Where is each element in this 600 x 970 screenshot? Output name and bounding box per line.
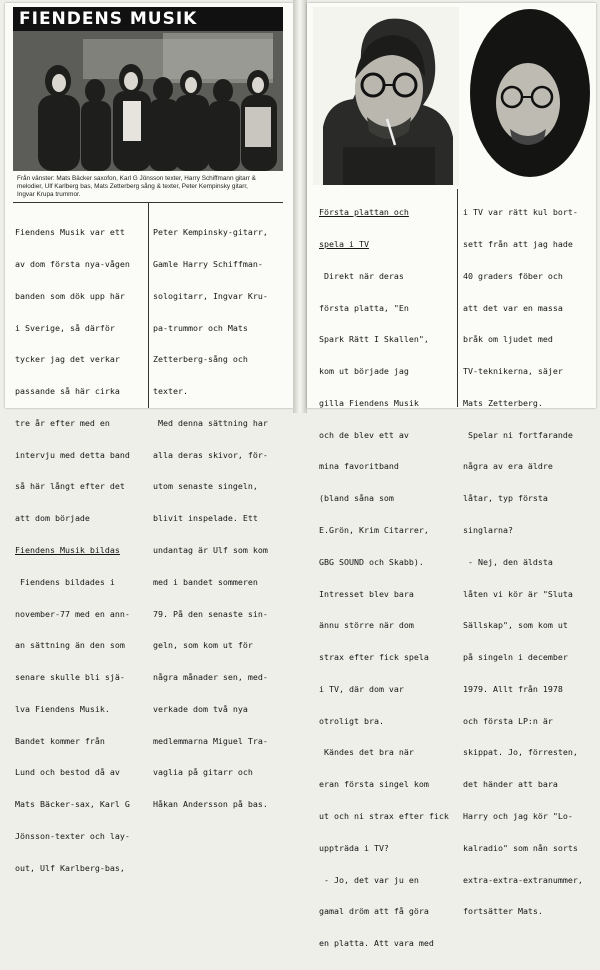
caption-line: melodier, Ulf Karlberg bas, Mats Zetterberg sång & texter, Peter Kempinsky gitarr, xyxy=(17,183,248,191)
portrait-right-image xyxy=(462,11,592,181)
text-line: Spelar ni fortfarande xyxy=(463,429,573,440)
text-line: att det var en massa xyxy=(463,302,563,313)
text-line: eran första singel kom xyxy=(319,779,429,790)
right-column-one xyxy=(319,186,449,970)
portrait-photo-right xyxy=(462,11,592,181)
text-line: senare skulle bli sjä- xyxy=(15,672,125,683)
text-line: tycker jag det verkar xyxy=(15,354,120,365)
text-line: Håkan Andersson på bas. xyxy=(153,799,268,810)
text-line: av dom första nya-vågen xyxy=(15,258,130,269)
text-line: i Sverige, så därför xyxy=(15,322,115,333)
text-line: alla deras skivor, för- xyxy=(153,449,268,460)
text-line: Intresset blev bara xyxy=(319,588,414,599)
text-line: otroligt bra. xyxy=(319,715,384,726)
text-line: Lund och bestod då av xyxy=(15,767,120,778)
text-line: utom senaste singeln, xyxy=(153,481,258,492)
title-banner xyxy=(13,7,283,31)
text-line: - Nej, den äldsta xyxy=(463,556,553,567)
text-line: ut och ni strax efter fick xyxy=(319,811,449,822)
text-line: E.Grön, Krim Citarrer, xyxy=(319,525,429,535)
text-line: intervju med detta band xyxy=(15,449,130,460)
text-line: så här långt efter det xyxy=(15,481,125,492)
page-gutter xyxy=(293,0,307,413)
text-line: att dom började xyxy=(15,513,90,524)
text-line: uppträda i TV? xyxy=(319,842,389,853)
text-line: Jönsson-texter och lay- xyxy=(15,831,130,842)
text-line: vaglia på gitarr och xyxy=(153,767,253,778)
text-line: GBG SOUND och Skabb). xyxy=(319,556,424,567)
caption-line: Från vänster: Mats Bäcker saxofon, Karl G Jönsson texter, Harry Schiffmann gitarr & xyxy=(17,175,256,182)
text-line: mina favoritband xyxy=(319,461,399,472)
text-line: låten vi kör är "Sluta xyxy=(463,588,573,599)
text-line: första platta, "En xyxy=(319,302,409,313)
left-magazine-page xyxy=(5,3,293,873)
photo-caption xyxy=(17,175,287,199)
text-line: (bland såna som xyxy=(319,493,394,504)
text-line: Direkt när deras xyxy=(319,270,404,281)
right-column-two xyxy=(463,186,583,938)
text-line: Mats Bäcker-sax, Karl G xyxy=(15,799,130,810)
banner-title: FIENDENS MUSIK xyxy=(19,9,198,29)
text-line: Fiendens Musik var ett xyxy=(15,227,125,238)
text-line: Peter Kempinsky-gitarr, xyxy=(153,227,268,238)
text-line: Gamle Harry Schiffman- xyxy=(153,258,263,269)
text-line: med i bandet sommeren xyxy=(153,576,258,587)
text-line: pa-trummor och Mats xyxy=(153,322,248,333)
text-line: och första LP:n är xyxy=(463,715,553,726)
text-line: texter. xyxy=(153,386,188,397)
text-line: Sällskap", som kom ut xyxy=(463,620,568,631)
text-line: på singeln i december xyxy=(463,652,568,663)
text-line: kom ut började jag xyxy=(319,366,409,377)
text-line: 79. På den senaste sin- xyxy=(153,608,268,619)
text-line: Mats Zetterberg. xyxy=(463,397,543,408)
text-line: det händer att bara xyxy=(463,779,558,790)
caption-line: Ingvar Krupa trummor. xyxy=(17,191,81,199)
text-line: medlemmarna Miguel Tra- xyxy=(153,735,268,746)
text-line: och de blev ett av xyxy=(319,429,409,440)
text-line: Harry och jag kör "Lo- xyxy=(463,811,573,822)
text-line: singlarna? xyxy=(463,525,513,535)
text-line: ännu större när dom xyxy=(319,620,414,631)
text-line: lva Fiendens Musik. xyxy=(15,703,110,714)
text-line: 40 graders föber och xyxy=(463,270,563,281)
text-line: passande så här cirka xyxy=(15,386,120,397)
portrait-photo-left xyxy=(313,7,459,185)
text-line: låtar, typ första xyxy=(463,493,548,504)
text-line: - Jo, det var ju en xyxy=(319,874,419,885)
text-line: blivit inspelade. Ett xyxy=(153,513,258,524)
text-line: sologitarr, Ingvar Kru- xyxy=(153,290,268,301)
section-heading: Första plattan och xyxy=(319,207,409,218)
text-line: strax efter fick spela xyxy=(319,652,429,663)
text-line: out, Ulf Karlberg-bas, xyxy=(15,862,125,873)
text-line: gilla Fiendens Musik xyxy=(319,397,419,408)
text-line: Bandet kommer från xyxy=(15,735,105,746)
column-divider xyxy=(457,189,458,407)
left-column-intro xyxy=(15,206,130,895)
text-line: november-77 med en ann- xyxy=(15,608,130,619)
text-line: i TV, där dom var xyxy=(319,683,404,694)
text-line: kalradio" som nån sorts xyxy=(463,842,578,853)
text-line: en platta. Att vara med xyxy=(319,938,434,949)
text-line: i TV var rätt kul bort- xyxy=(463,207,578,218)
section-heading: Fiendens Musik bildas xyxy=(15,545,120,555)
text-line: gamal dröm att få göra xyxy=(319,906,429,917)
section-heading: spela i TV xyxy=(319,238,369,249)
text-line: banden som dök upp här xyxy=(15,290,125,301)
text-line: geln, som kom ut för xyxy=(153,640,253,651)
text-line: extra-extra-extranummer, xyxy=(463,874,583,885)
text-line: tre år efter med en xyxy=(15,417,110,428)
text-line: Kändes det bra när xyxy=(319,747,414,758)
text-line: Med denna sättning har xyxy=(153,417,268,428)
portrait-left-image xyxy=(313,7,459,185)
text-line: Zetterberg-sång och xyxy=(153,354,248,365)
column-divider xyxy=(148,203,149,408)
text-line: fortsätter Mats. xyxy=(463,906,543,917)
text-line: an sättning än den som xyxy=(15,640,125,651)
text-line: TV-teknikerna, säjer xyxy=(463,366,563,377)
text-line: några månader sen, med- xyxy=(153,672,268,683)
text-line: några av era äldre xyxy=(463,461,553,472)
text-line: Spark Rätt I Skallen", xyxy=(319,334,429,345)
text-line: skippat. Jo, förresten, xyxy=(463,747,578,758)
left-column-two xyxy=(153,206,268,831)
text-line: 1979. Allt från 1978 xyxy=(463,683,563,694)
band-photo-image xyxy=(13,31,283,171)
text-line: sett från att jag hade xyxy=(463,238,573,249)
right-magazine-page xyxy=(307,3,596,949)
text-line: verkade dom två nya xyxy=(153,703,248,714)
text-line: undantag är Ulf som kom xyxy=(153,545,268,555)
text-line: Fiendens bildades i xyxy=(15,576,115,587)
band-photo xyxy=(13,31,283,171)
text-line: bråk om ljudet med xyxy=(463,334,553,345)
